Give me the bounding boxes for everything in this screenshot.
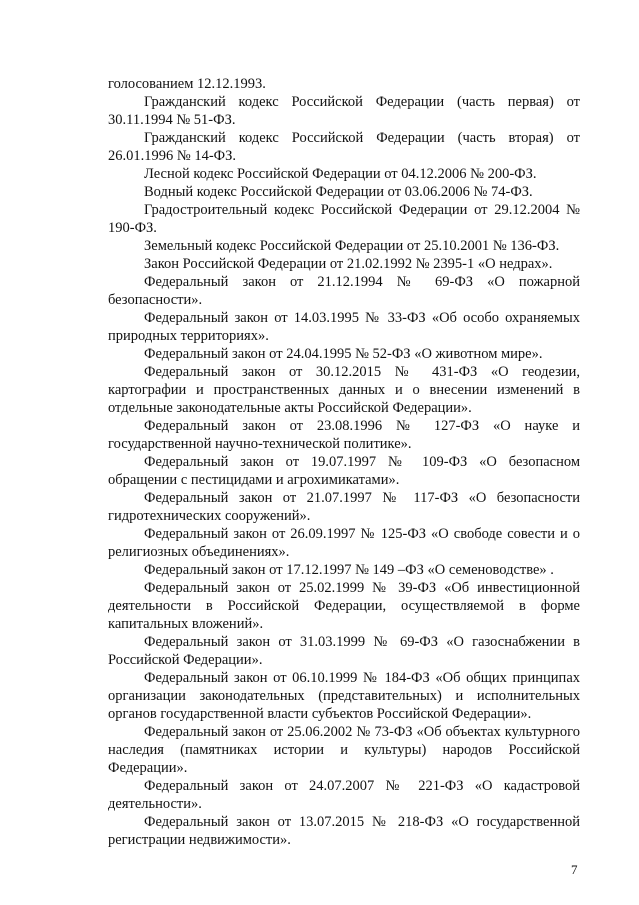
paragraph-pesticides-law: Федеральный закон от 19.07.1997 № 109-ФЗ «О безопасном обращении с пестицидами и агрохимикатами». xyxy=(108,454,580,488)
paragraph-cadastral-law: Федеральный закон от 24.07.2007 № 221-ФЗ «О кадастровой деятельности». xyxy=(108,778,580,812)
paragraph-water-code: Водный кодекс Российской Федерации от 03.06.2006 № 74-ФЗ. xyxy=(144,184,533,200)
paragraph-geodesy-law: Федеральный закон от 30.12.2015 № 431-ФЗ «О геодезии, картографии и пространственных данных и о внесении изменений в отдельные законодательные акты Российской Федерации». xyxy=(108,364,580,416)
paragraph-land-code: Земельный кодекс Российской Федерации от 25.10.2001 № 136-ФЗ. xyxy=(144,238,560,254)
page-number: 7 xyxy=(571,862,578,877)
paragraph-civil-code-part-two: Гражданский кодекс Российской Федерации (часть вторая) от 26.01.1996 № 14-ФЗ. xyxy=(108,130,580,164)
paragraph-science-law: Федеральный закон от 23.08.1996 № 127-ФЗ «О науке и государственной научно-технической политике». xyxy=(108,418,580,452)
paragraph-seed-production-law: Федеральный закон от 17.12.1997 № 149 –ФЗ «О семеноводстве» . xyxy=(144,562,554,578)
paragraph-real-estate-registration-law: Федеральный закон от 13.07.2015 № 218-ФЗ «О государственной регистрации недвижимости». xyxy=(108,814,580,848)
paragraph-protected-areas-law: Федеральный закон от 14.03.1995 № 33-ФЗ «Об особо охраняемых природных территориях». xyxy=(108,310,580,344)
paragraph-investment-law: Федеральный закон от 25.02.1999 № 39-ФЗ «Об инвестиционной деятельности в Российской Федерации, осуществляемой в форме капитальных вложений». xyxy=(108,580,580,632)
paragraph-animal-world-law: Федеральный закон от 24.04.1995 № 52-ФЗ «О животном мире». xyxy=(144,346,543,362)
paragraph-gas-supply-law: Федеральный закон от 31.03.1999 № 69-ФЗ «О газоснабжении в Российской Федерации». xyxy=(108,634,580,668)
paragraph-subsoil-law: Закон Российской Федерации от 21.02.1992 № 2395-1 «О недрах». xyxy=(144,256,553,272)
paragraph-civil-code-part-one: Гражданский кодекс Российской Федерации (часть первая) от 30.11.1994 № 51-ФЗ. xyxy=(108,94,580,128)
paragraph-urban-planning-code: Градостроительный кодекс Российской Федерации от 29.12.2004 № 190-ФЗ. xyxy=(108,202,580,236)
paragraph-fire-safety-law: Федеральный закон от 21.12.1994 № 69-ФЗ «О пожарной безопасности». xyxy=(108,274,580,308)
paragraph-cultural-heritage-law: Федеральный закон от 25.06.2002 № 73-ФЗ «Об объектах культурного наследия (памятниках истории и культуры) народов Российской Федерации». xyxy=(108,724,580,776)
paragraph-regional-government-law: Федеральный закон от 06.10.1999 № 184-ФЗ «Об общих принципах организации законодательных (представительных) и исполнительных органов государственной власти субъектов Российской Федерации». xyxy=(108,670,580,722)
document-body xyxy=(108,75,580,849)
paragraph-religion-law: Федеральный закон от 26.09.1997 № 125-ФЗ «О свободе совести и о религиозных объединениях». xyxy=(108,526,580,560)
paragraph-hydraulic-structures-law: Федеральный закон от 21.07.1997 № 117-ФЗ «О безопасности гидротехнических сооружений». xyxy=(108,490,580,524)
paragraph-continuation: голосованием 12.12.1993. xyxy=(108,76,266,92)
paragraph-forest-code: Лесной кодекс Российской Федерации от 04.12.2006 № 200-ФЗ. xyxy=(144,166,537,182)
